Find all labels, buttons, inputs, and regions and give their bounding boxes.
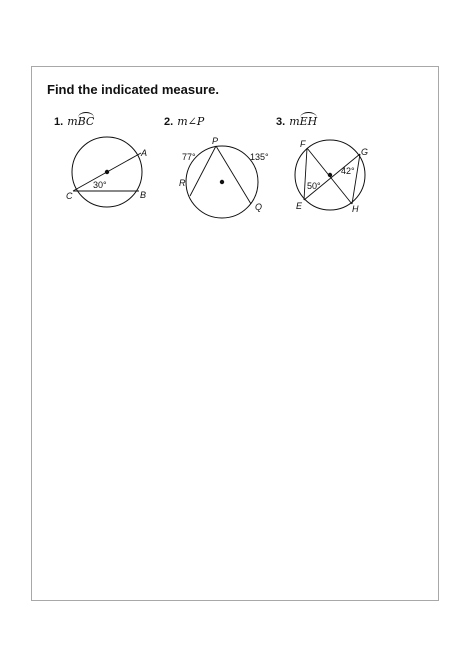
problem-2-number: 2. [164,116,174,128]
worksheet-heading: Find the indicated measure. [47,82,219,97]
problem-1-angle-label: 30° [93,180,107,190]
problem-1-center-dot [105,170,109,174]
problem-2-center-dot [220,180,224,184]
problem-1-figure [60,133,160,213]
problem-3-number: 3. [276,116,286,128]
problem-2-figure [176,136,276,221]
problem-1-prompt [54,115,94,128]
problem-3-center-dot [328,173,332,177]
problem-1-measure-prefix: m [67,115,78,128]
problem-1-label-b: B [140,190,147,200]
problem-2-label-p: P [212,136,219,146]
problem-3-label-f: F [300,139,306,149]
problem-3-figure [290,136,380,221]
problem-1-arc-name: BC [77,115,95,128]
problem-3-chord-gh [352,154,360,204]
problem-2-arc-label-left: 77° [182,152,196,162]
problem-1-number: 1. [54,116,64,128]
problem-1-label-c: C [66,191,73,201]
problem-2-prompt [164,115,204,128]
problem-2-label-r: R [179,178,186,188]
problem-1-label-a: A [141,148,148,158]
problem-2-measure: m∠P [177,115,205,128]
problem-3-label-e: E [296,201,303,211]
problem-3-chord-fe [304,148,307,200]
problem-3-label-h: H [352,204,359,214]
problem-3-prompt [276,115,317,128]
problem-3-angle-label-b: 42° [341,166,355,176]
problem-1-measure [67,115,94,128]
problem-2-arc-label-right: 135° [250,152,269,162]
problem-3-angle-label-a: 50° [307,181,321,191]
problem-3-arc-name: EH [299,115,318,128]
problem-3-measure-prefix: m [289,115,300,128]
problem-2-label-q: Q [255,202,263,212]
problem-3-label-g: G [361,147,369,157]
problem-3-measure [289,115,317,128]
problem-3-chord-eg [304,154,360,200]
